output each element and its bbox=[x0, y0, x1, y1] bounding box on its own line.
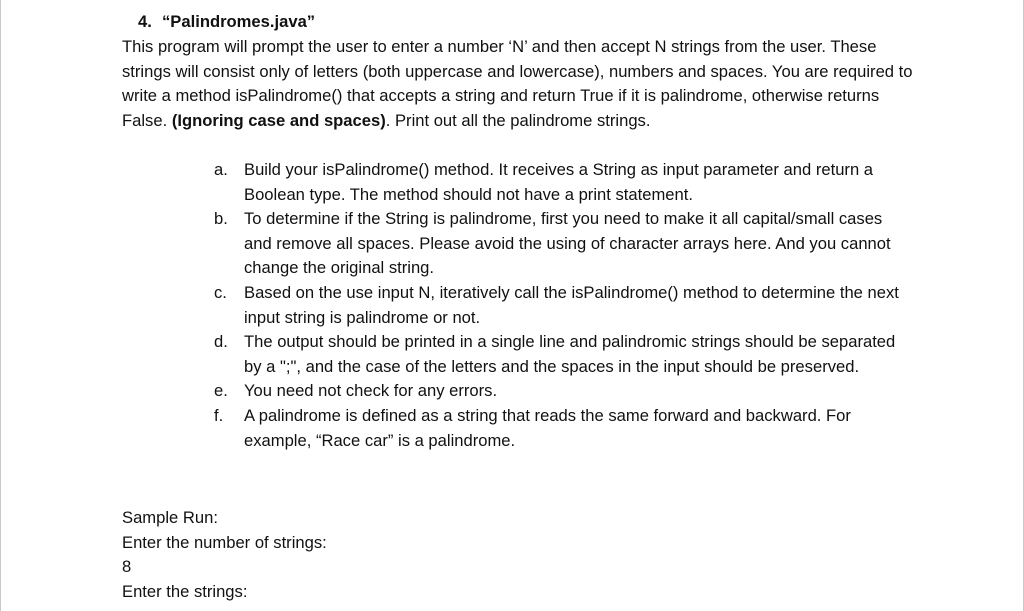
list-item-text: Build your isPalindrome() method. It receives a String as input parameter and return a Boolean type. The method should not have a print statement. bbox=[244, 160, 874, 204]
list-marker: e. bbox=[214, 381, 228, 401]
list-marker: d. bbox=[214, 332, 228, 352]
requirements-list bbox=[214, 158, 914, 453]
sample-number-value: 8 bbox=[122, 557, 132, 577]
list-item bbox=[214, 207, 914, 281]
list-item-text: You need not check for any errors. bbox=[244, 381, 498, 401]
intro-text-after: . Print out all the palindrome strings. bbox=[385, 110, 651, 130]
sample-run bbox=[122, 506, 327, 604]
intro-bold-text: (Ignoring case and spaces) bbox=[171, 110, 386, 130]
list-item-text: To determine if the String is palindrome, first you need to make it all capital/small cases and remove all spaces. Please avoid the using of character arrays here. And you cannot change the original string. bbox=[244, 209, 891, 278]
intro-paragraph bbox=[122, 35, 914, 133]
section-heading bbox=[138, 10, 315, 34]
list-marker: f. bbox=[214, 405, 224, 425]
page-edge-left bbox=[0, 0, 1, 611]
heading-title: “Palindromes.java” bbox=[162, 12, 316, 31]
heading-number: 4. bbox=[138, 12, 152, 31]
sample-prompt-number: Enter the number of strings: bbox=[122, 532, 327, 552]
list-item bbox=[214, 330, 914, 379]
list-item-text: Based on the use input N, iteratively call the isPalindrome() method to determine the next input string is palindrome or not. bbox=[244, 282, 899, 327]
list-item-text: A palindrome is defined as a string that reads the same forward and backward. For example, “Race car” is a palindrome. bbox=[244, 405, 851, 450]
list-item bbox=[214, 158, 914, 207]
list-item bbox=[214, 404, 914, 453]
sample-run-label: Sample Run: bbox=[122, 508, 218, 527]
list-marker: c. bbox=[214, 282, 227, 302]
list-marker: b. bbox=[214, 209, 228, 229]
list-item bbox=[214, 379, 914, 404]
list-marker: a. bbox=[214, 160, 228, 179]
list-item-text: The output should be printed in a single line and palindromic strings should be separated by a ";", and the case of the letters and the spaces in the input should be preserved. bbox=[244, 332, 896, 376]
intro-text-before: This program will prompt the user to enter a number ‘N’ and then accept N strings from the user. These strings will consist only of letters (both uppercase and lowercase), numbers and spaces. You are required to write a method isPalindrome() that accepts a string and return True if it is palindrome, otherwise returns False. bbox=[122, 37, 913, 130]
sample-prompt-strings: Enter the strings: bbox=[122, 581, 248, 601]
list-item bbox=[214, 281, 914, 330]
